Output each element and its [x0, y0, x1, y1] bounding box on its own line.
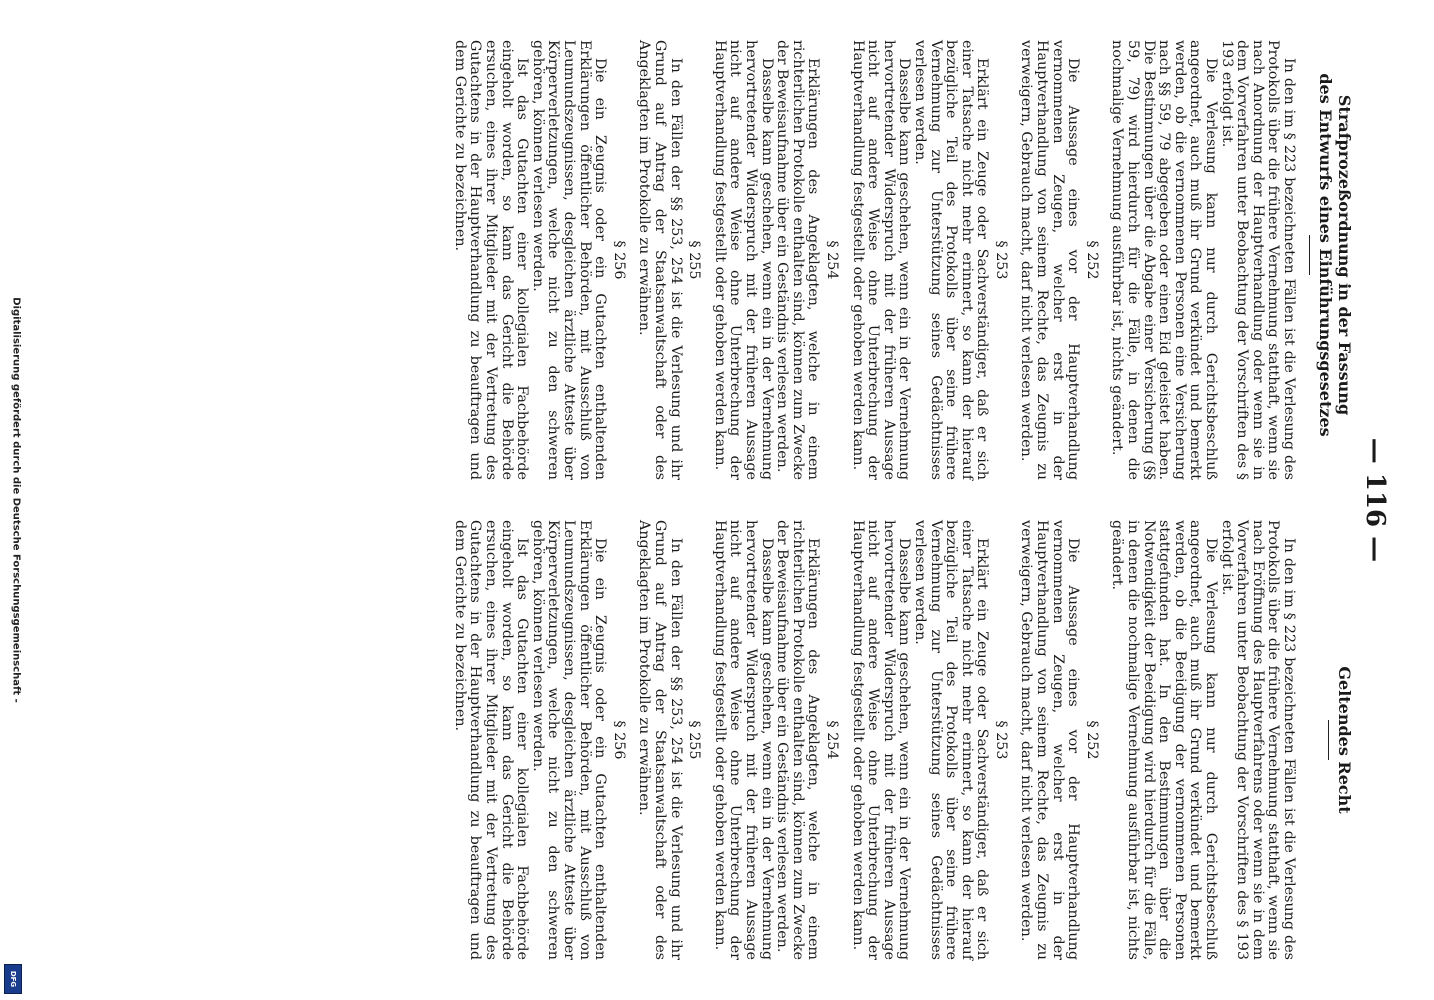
section-heading: § 255	[686, 240, 703, 280]
paragraph: Dasselbe kann geschehen, wenn ein in der Vernehmung hervortretender Widerspruch mit der früheren Aussage nicht auf andere Weise ohne Unterbrechung der Hauptverhandlung festgestellt oder gehoben werden kann.	[711, 520, 775, 960]
section-heading: § 252	[1083, 240, 1100, 280]
header-right-title: Geltendes Recht	[1335, 666, 1354, 814]
section-heading: § 253	[992, 240, 1009, 280]
paragraph: Erklärungen des Angeklagten, welche in einem richterlichen Protokolle enthalten sind, können zum Zwecke der Beweisaufnahme über ein Geständnis verlesen werden.	[774, 520, 822, 960]
paragraph: Dasselbe kann geschehen, wenn ein in der Vernehmung hervortretender Widerspruch mit der früheren Aussage nicht auf andere Weise ohne Unterbrechung der Hauptverhandlung festgestellt oder gehoben werden kann.	[711, 40, 775, 480]
section-heading: § 255	[686, 720, 703, 760]
section-heading: § 252	[1083, 720, 1100, 760]
paragraph: In den Fällen der §§ 253, 254 ist die Verlesung und ihr Grund auf Antrag der Staatsanwaltschaft oder des Angeklagten im Protokolle zu erwähnen.	[636, 40, 684, 480]
header-left	[1309, 40, 1354, 470]
paragraph: Die Verlesung kann nur durch Gerichtsbeschluß angeordnet, auch muß ihr Grund verkündet und bemerkt werden, ob die Beeidigung der vernommenen Personen stattgefunden hat. In den Bestimmungen über die Notwendigkeit der Beeidigung wird hierdurch für die Fälle, in denen die nochmalige Vernehmung ausführbar ist, nichts geändert.	[1109, 520, 1220, 960]
right-column	[451, 520, 1296, 960]
paragraph: Die Verlesung kann nur durch Gerichtsbeschluß angeordnet, auch muß ihr Grund verkündet und bemerkt werden, ob die vernommenen Personen eine Versicherung nach §§ 59, 79 abgegeben oder einen Eid geleistet haben. Die Bestimmungen über die Abgabe einer Versicherung (§§ 59, 79) wird hierdurch für die Fälle, in denen die nochmalige Vernehmung ausführbar ist, nichts geändert.	[1109, 40, 1220, 480]
section-heading: § 254	[823, 720, 840, 760]
paragraph: Erklärt ein Zeuge oder Sachverständiger, daß er sich einer Tatsache nicht mehr erinnert, so kann der hierauf bezügliche Teil des Protokolls über seine frühere Vernehmung zur Unterstützung seines Gedächtnisses verlesen werden.	[911, 40, 991, 480]
funding-note-text: Digitalisierung gefördert durch die Deutsche Forschungsgemeinschaft -	[10, 297, 22, 703]
paragraph: Dasselbe kann geschehen, wenn ein in der Vernehmung hervortretender Widerspruch mit der früheren Aussage nicht auf andere Weise ohne Unterbrechung der Hauptverhandlung festgestellt oder gehoben werden kann.	[849, 40, 913, 480]
paragraph: Die ein Zeugnis oder ein Gutachten enthaltenden Erklärungen öffentlicher Behörden, mit Ausschluß von Leumundszeugnissen, desgleichen ärztliche Atteste über Körperverletzungen, welche nicht zu den schweren gehören, können verlesen werden.	[529, 520, 609, 960]
header-left-rule	[1309, 235, 1310, 275]
paragraph: Ist das Gutachten einer kollegialen Fachbehörde eingeholt worden, so kann das Gericht die Behörde ersuchen, eines ihrer Mitglieder mit der Vertretung des Gutachtens in der Hauptverhandlung zu beauftragen und dem Gerichte zu bezeichnen.	[451, 40, 531, 480]
paragraph: Erklärungen des Angeklagten, welche in einem richterlichen Protokolle enthalten sind, können zum Zwecke der Beweisaufnahme über ein Geständnis verlesen werden.	[774, 40, 822, 480]
header-right-rule	[1328, 720, 1329, 760]
paragraph: Ist das Gutachten einer kollegialen Fachbehörde eingeholt worden, so kann das Gericht die Behörde ersuchen, eines ihrer Mitglieder mit der Vertretung des Gutachtens in der Hauptverhandlung zu beauftragen und dem Gerichte zu bezeichnen.	[451, 520, 531, 960]
funding-note	[8, 0, 24, 1000]
header-left-line1: Strafprozeßordnung in der Fassung	[1335, 94, 1354, 416]
section-heading: § 256	[610, 240, 627, 280]
section-heading: § 254	[823, 240, 840, 280]
paragraph: In den im § 223 bezeichneten Fällen ist die Verlesung des Protokolls über die frühere Vernehmung statthaft, wenn sie nach Anordnung der Hauptverhandlung oder wenn sie in dem Vorverfahren unter Beobachtung der Vorschriften des § 193 erfolgt ist.	[1218, 40, 1297, 480]
paragraph: Die Aussage eines vor der Hauptverhandlung vernommenen Zeugen, welcher erst in der Hauptverhandlung von seinem Rechte, das Zeugnis zu verweigern, Gebrauch macht, darf nicht verlesen werden.	[1018, 40, 1082, 480]
header-right	[1328, 520, 1354, 960]
paragraph: Erklärt ein Zeuge oder Sachverständiger, daß er sich einer Tatsache nicht mehr erinnert, so kann der hierauf bezügliche Teil des Protokolls über seine frühere Vernehmung zur Unterstützung seines Gedächtnisses verlesen werden.	[911, 520, 991, 960]
paragraph: In den Fällen der §§ 253, 254 ist die Verlesung und ihr Grund auf Antrag der Staatsanwaltschaft oder des Angeklagten im Protokolle zu erwähnen.	[636, 520, 684, 960]
header-left-line2: des Entwurfs eines Einführungsgesetzes	[1316, 73, 1335, 437]
paragraph: Dasselbe kann geschehen, wenn ein in der Vernehmung hervortretender Widerspruch mit der früheren Aussage nicht auf andere Weise ohne Unterbrechung der Hauptverhandlung festgestellt oder gehoben werden kann.	[849, 520, 913, 960]
paragraph: In den im § 223 bezeichneten Fällen ist die Verlesung des Protokolls über die frühere Vernehmung statthaft, wenn sie nach Eröffnung des Hauptverfahrens oder wenn sie in dem Vorverfahren unter Beobachtung der Vorschriften des § 193 erfolgt ist.	[1218, 520, 1297, 960]
paragraph: Die Aussage eines vor der Hauptverhandlung vernommenen Zeugen, welcher erst in der Hauptverhandlung von seinem Rechte, das Zeugnis zu verweigern, Gebrauch macht, darf nicht verlesen werden.	[1018, 520, 1082, 960]
left-column	[451, 40, 1296, 480]
page-number: — 116 —	[1360, 437, 1390, 563]
dfg-logo	[4, 964, 22, 994]
dfg-logo-text: DFG	[9, 970, 17, 988]
paragraph: Die ein Zeugnis oder ein Gutachten enthaltenden Erklärungen öffentlicher Behörden, mit Ausschluß von Leumundszeugnissen, desgleichen ärztliche Atteste über Körperverletzungen, welche nicht zu den schweren gehören, können verlesen werden.	[529, 40, 609, 480]
section-heading: § 253	[992, 720, 1009, 760]
section-heading: § 256	[610, 720, 627, 760]
